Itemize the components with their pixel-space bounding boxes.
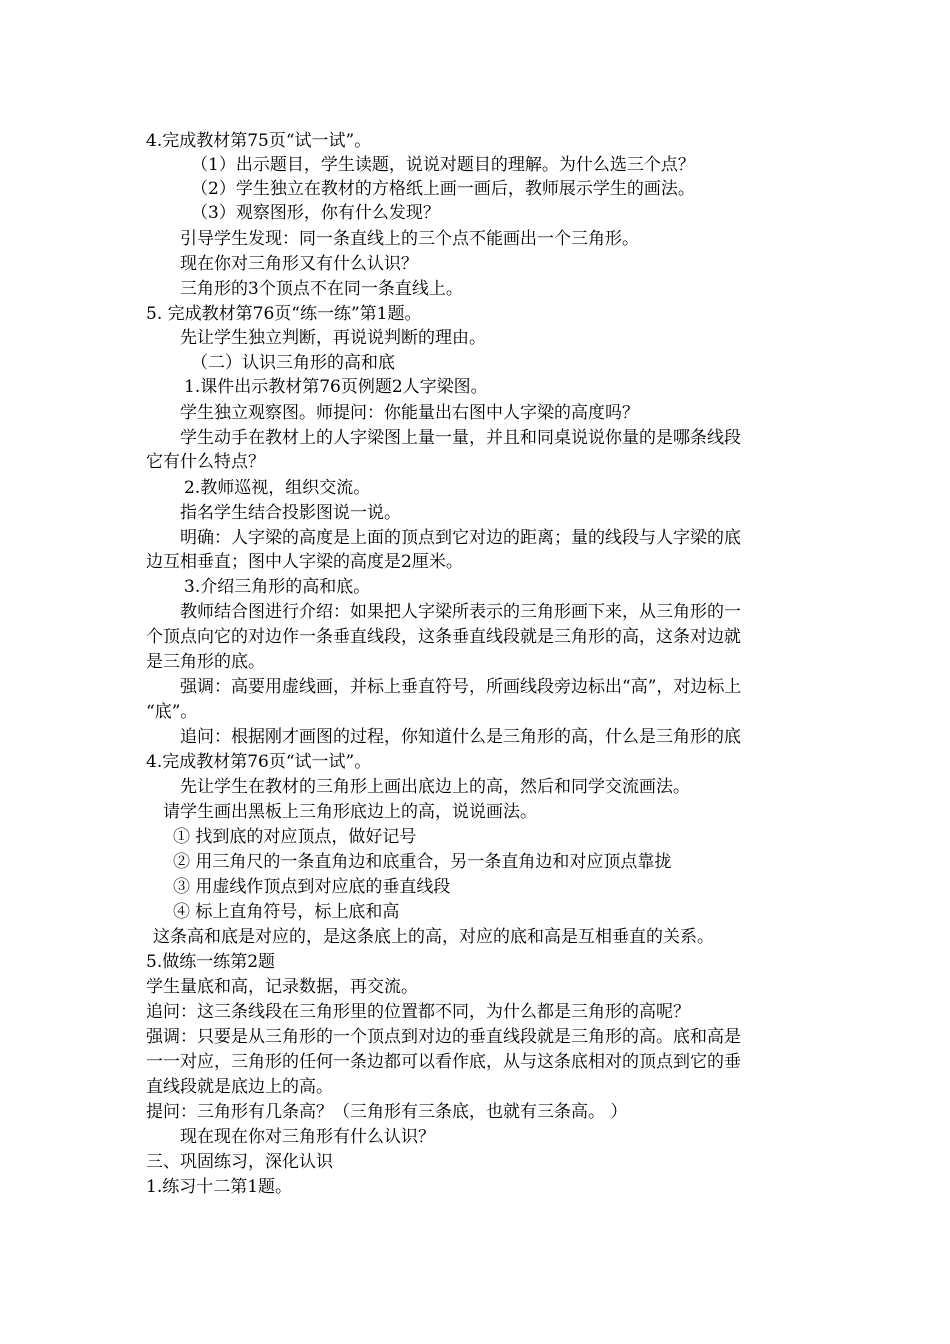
text-line: 2.教师巡视，组织交流。 <box>184 478 371 498</box>
text-line: 直线段就是底边上的高。 <box>146 1077 333 1097</box>
text-line: ① 找到底的对应顶点，做好记号 <box>173 827 417 847</box>
text-line: 1.练习十二第1题。 <box>146 1177 293 1197</box>
text-line: 现在你对三角形又有什么认识？ <box>180 254 418 274</box>
text-line: 指名学生结合投影图说一说。 <box>180 503 401 523</box>
text-line: （二）认识三角形的高和底 <box>191 353 395 373</box>
text-line: 学生量底和高，记录数据，再交流。 <box>146 977 418 997</box>
text-line: 5. 完成教材第76页“练一练”第1题。 <box>146 304 422 324</box>
text-line: 强调：只要是从三角形的一个顶点到对边的垂直线段就是三角形的高。底和高是 <box>146 1027 741 1047</box>
text-line: （3）观察图形，你有什么发现？ <box>191 203 440 223</box>
text-line: ④ 标上直角符号，标上底和高 <box>173 902 400 922</box>
text-line: ② 用三角尺的一条直角边和底重合，另一条直角边和对应顶点靠拢 <box>173 852 672 872</box>
text-line: 提问：三角形有几条高？（三角形有三条底，也就有三条高。 ） <box>146 1102 628 1122</box>
text-line: 追问：这三条线段在三角形里的位置都不同，为什么都是三角形的高呢？ <box>146 1002 690 1022</box>
text-line: 先让学生独立判断，再说说判断的理由。 <box>180 328 486 348</box>
text-line: 三角形的3个顶点不在同一条直线上。 <box>180 279 463 299</box>
text-line: 请学生画出黑板上三角形底边上的高，说说画法。 <box>163 802 537 822</box>
text-line: 强调：高要用虚线画，并标上垂直符号，所画线段旁边标出“高”，对边标上 <box>180 677 742 697</box>
text-line: （2）学生独立在教材的方格纸上画一画后，教师展示学生的画法。 <box>191 179 695 199</box>
text-line: 先让学生在教材的三角形上画出底边上的高，然后和同学交流画法。 <box>180 777 690 797</box>
text-line: 学生独立观察图。师提问：你能量出右图中人字梁的高度吗？ <box>180 403 639 423</box>
text-line: 5.做练一练第2题 <box>146 952 276 972</box>
text-line: ③ 用虚线作顶点到对应底的垂直线段 <box>173 877 451 897</box>
text-line: 边互相垂直；图中人字梁的高度是2厘米。 <box>146 552 463 572</box>
text-line: 这条高和底是对应的，是这条底上的高，对应的底和高是互相垂直的关系。 <box>153 927 714 947</box>
text-line: 学生动手在教材上的人字梁图上量一量，并且和同桌说说你量的是哪条线段 <box>180 428 741 448</box>
text-line: 个顶点向它的对边作一条垂直线段，这条垂直线段就是三角形的高，这条对边就 <box>146 627 741 647</box>
text-line: 1.课件出示教材第76页例题2人字梁图。 <box>184 377 488 397</box>
text-line: “底”。 <box>146 702 198 722</box>
text-line: 是三角形的底。 <box>146 652 265 672</box>
text-line: 3.介绍三角形的高和底。 <box>184 577 371 597</box>
text-line: 4.完成教材第75页“试一试”。 <box>146 131 372 151</box>
text-line: 教师结合图进行介绍：如果把人字梁所表示的三角形画下来，从三角形的一 <box>180 602 741 622</box>
text-line: 明确：人字梁的高度是上面的顶点到它对边的距离；量的线段与人字梁的底 <box>180 528 741 548</box>
text-line: 一一对应，三角形的任何一条边都可以看作底，从与这条底相对的顶点到它的垂 <box>146 1052 741 1072</box>
text-line: 追问：根据刚才画图的过程，你知道什么是三角形的高，什么是三角形的底 <box>180 727 741 747</box>
text-line: 现在现在你对三角形有什么认识？ <box>180 1127 435 1147</box>
text-line: 它有什么特点？ <box>146 452 265 472</box>
text-line: 4.完成教材第76页“试一试”。 <box>146 752 372 772</box>
text-line: 引导学生发现：同一条直线上的三个点不能画出一个三角形。 <box>180 229 639 249</box>
text-line: （1）出示题目，学生读题，说说对题目的理解。为什么选三个点？ <box>191 155 695 175</box>
text-line: 三、巩固练习，深化认识 <box>146 1152 333 1172</box>
